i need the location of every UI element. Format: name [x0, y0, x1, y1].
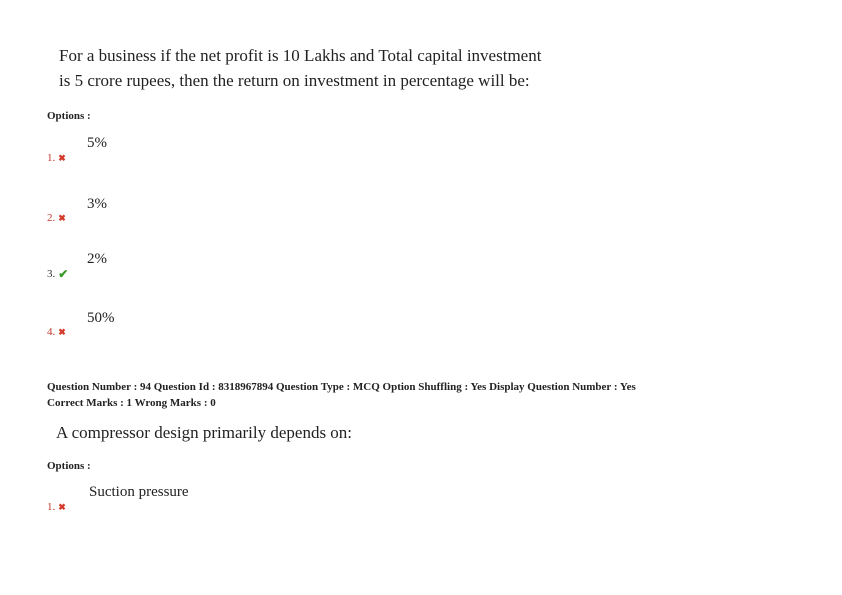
option-number: 3.: [47, 268, 56, 280]
option-marker-3: [47, 268, 68, 280]
question-text: A compressor design primarily depends on:: [56, 423, 353, 442]
option-marker-1: [47, 501, 66, 513]
question-meta-line-2: Correct Marks : 1 Wrong Marks : 0: [47, 397, 216, 409]
cross-icon: ✖: [58, 212, 66, 223]
cross-icon: ✖: [58, 326, 66, 337]
options-label: Options :: [47, 110, 91, 122]
option-text-3: 2%: [87, 251, 107, 267]
option-text-2: 3%: [87, 196, 107, 212]
option-marker-2: [47, 212, 66, 224]
option-number: 1.: [47, 501, 56, 513]
option-number: 2.: [47, 212, 56, 224]
cross-icon: ✖: [58, 501, 66, 512]
options-label: Options :: [47, 460, 91, 472]
option-text-1: Suction pressure: [89, 484, 189, 500]
option-text-1: 5%: [87, 135, 107, 151]
cross-icon: ✖: [58, 152, 66, 163]
question-text-line-1: For a business if the net profit is 10 Lakhs and Total capital investment: [59, 46, 542, 65]
option-text-4: 50%: [87, 310, 115, 326]
question-meta-line-1: Question Number : 94 Question Id : 8318967894 Question Type : MCQ Option Shuffling : Yes Display Question Number : Yes: [47, 381, 636, 393]
question-text-line-2: is 5 crore rupees, then the return on investment in percentage will be:: [59, 71, 530, 90]
option-number: 4.: [47, 326, 56, 338]
option-marker-4: [47, 326, 66, 338]
option-number: 1.: [47, 152, 56, 164]
option-marker-1: [47, 152, 66, 164]
check-icon: ✔: [58, 266, 69, 281]
